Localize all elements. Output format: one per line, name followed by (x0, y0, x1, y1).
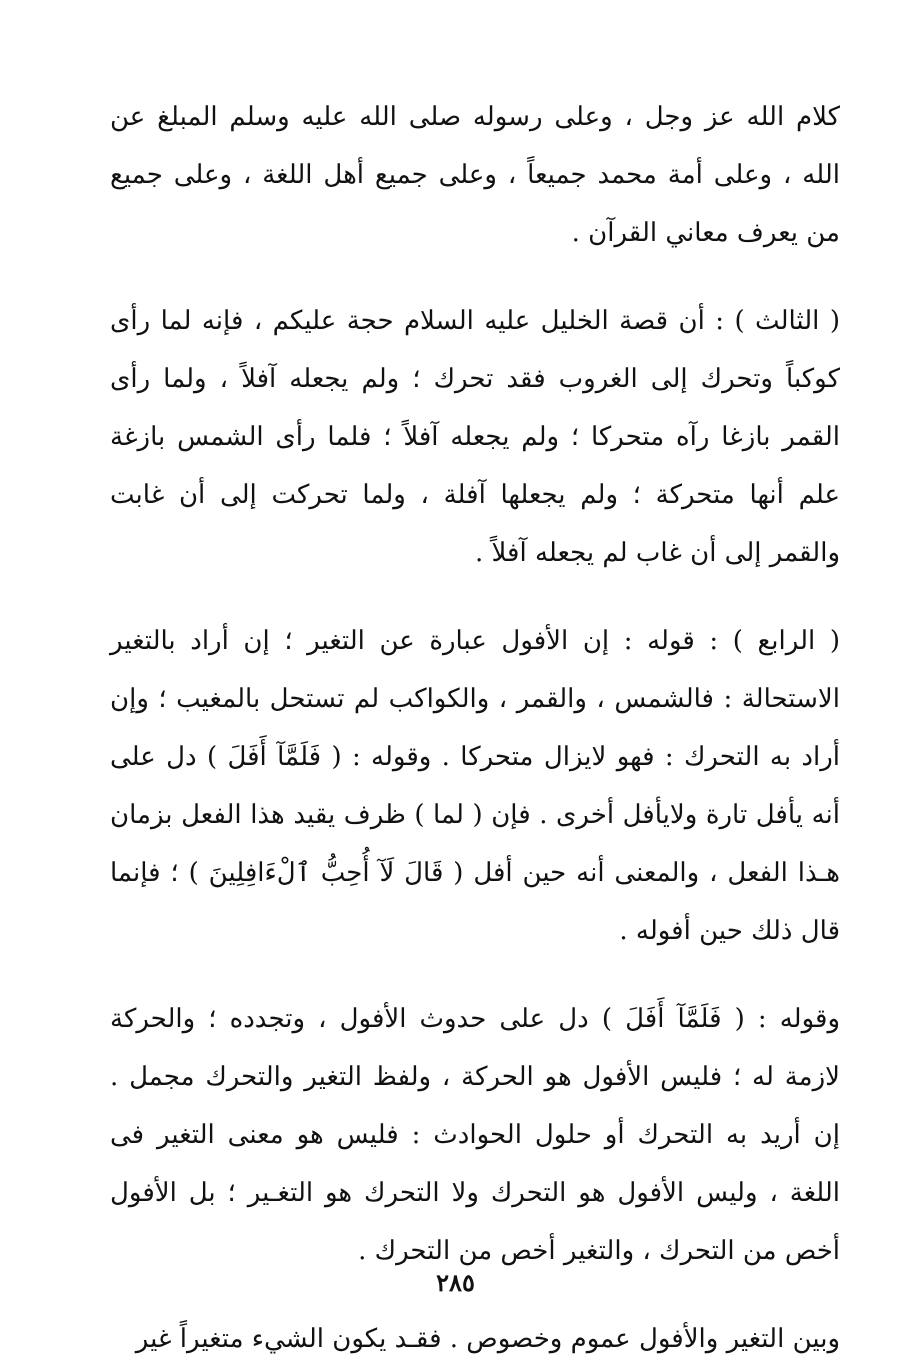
paragraph-5: وبين التغير والأفول عموم وخصوص . فقـد يكون الشيء متغيراً غير (135, 1324, 840, 1354)
paragraph-3: ( الرابع ) : قوله : إن الأفول عبارة عن التغير ؛ إن أراد بالتغير الاستحالة : فالشمس ، والقمر ، والكواكب لم تستحل بالمغيب ؛ وإن أراد به التحرك : فهو لايزال متحركا . وقوله : ( فَلَمَّآ أَفَلَ ) دل على أنه يأفل تارة ولايأفل أخرى . فإن ( لما ) ظرف يقيد هذا الفعل بزمان هـذا الفعل ، والمعنى أنه حين أفل ( قَالَ لَآ أُحِبُّ ٱلْءَافِلِينَ ) ؛ فإنما قال ذلك حين أفوله . (110, 626, 840, 946)
paragraph-4: وقوله : ( فَلَمَّآ أَفَلَ ) دل على حدوث الأفول ، وتجدده ؛ والحركة لازمة له ؛ فليس الأفول هو الحركة ، ولفظ التغير والتحرك مجمل . إن أريد به التحرك أو حلول الحوادث : فليس هو معنى التغير فى اللغة ، وليس الأفول هو التحرك ولا التحرك هو التغـير ؛ بل الأفول أخص من التحرك ، والتغير أخص من التحرك . (110, 1004, 840, 1266)
page-number: ٢٨٥ (436, 1268, 475, 1297)
paragraph-2: ( الثالث ) : أن قصة الخليل عليه السلام حجة عليكم ، فإنه لما رأى كوكباً وتحرك إلى الغروب فقد تحرك ؛ ولم يجعله آفلاً ، ولما رأى القمر بازغا رآه متحركا ؛ ولم يجعله آفلاً ؛ فلما رأى الشمس بازغة علم أنها متحركة ؛ ولم يجعلها آفلة ، ولما تحركت إلى أن غابت والقمر إلى أن غاب لم يجعله آفلاً . (110, 306, 840, 568)
paragraph-1: كلام الله عز وجل ، وعلى رسوله صلى الله عليه وسلم المبلغ عن الله ، وعلى أمة محمد جميعاً ، وعلى جميع أهل اللغة ، وعلى جميع من يعرف معاني القرآن . (110, 102, 840, 248)
page-body (110, 88, 840, 1368)
